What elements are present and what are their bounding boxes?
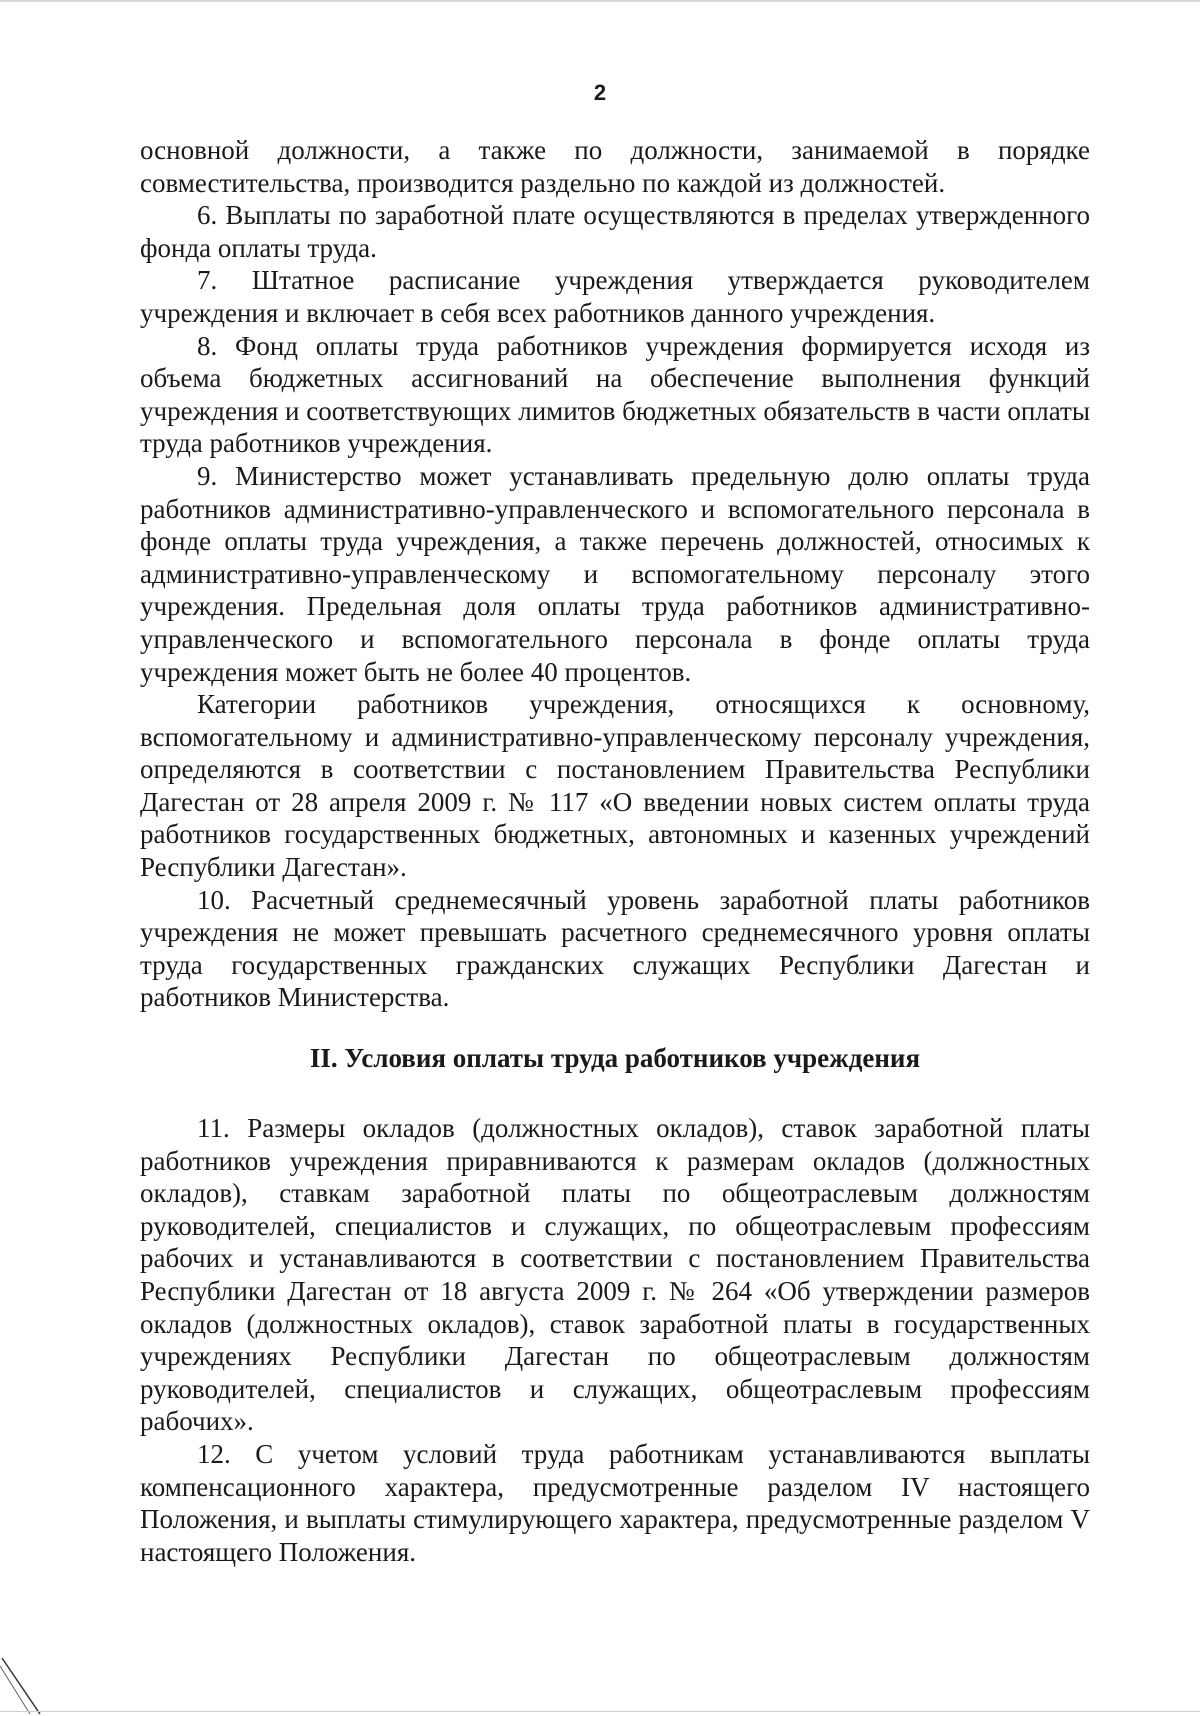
page-number: 2: [593, 80, 607, 105]
body-text-top: [140, 134, 1090, 1014]
paragraph: 12. С учетом условий труда работникам устанавливаются выплаты компенсационного характера, предусмотренные разделом IV настоящего Положения, и выплаты стимулирующего характера, предусмотренные разделом V настоящего Положения.: [140, 1438, 1090, 1567]
paragraph: 6. Выплаты по заработной плате осуществляются в пределах утвержденного фонда оплаты труда.: [140, 200, 1090, 263]
paragraph: основной должности, а также по должности, занимаемой в порядке совместительства, производится раздельно по каждой из должностей.: [140, 135, 1090, 198]
paragraph: 10. Расчетный среднемесячный уровень заработной платы работников учреждения не может превышать расчетного среднемесячного уровня оплаты труда государственных гражданских служащих Республики Дагестан и работников Министерства.: [140, 884, 1090, 1013]
paragraph: 11. Размеры окладов (должностных окладов), ставок заработной платы работников учреждения приравниваются к размерам окладов (должностных окладов), ставкам заработной платы по общеотраслевым должностям руководителей, специалистов и служащих, по общеотраслевым профессиям рабочих и устанавливаются в соответствии с постановлением Правительства Республики Дагестан от 18 августа 2009 г. № 264 «Об утверждении размеров окладов (должностных окладов), ставок заработной платы в государственных учреждениях Республики Дагестан по общеотраслевым должностям руководителей, специалистов и служащих, общеотраслевым профессиям рабочих».: [140, 1113, 1090, 1437]
scan-edge-bottom: [0, 1711, 1200, 1712]
paragraph: 9. Министерство может устанавливать предельную долю оплаты труда работников административно-управленческого и вспомогательного персонала в фонде оплаты труда учреждения, а также перечень должностей, относимых к административно-управленческому и вспомогательному персоналу этого учреждения. Предельная доля оплаты труда работников административно-управленческого и вспомогательного персонала в фонде оплаты труда учреждения может быть не более 40 процентов.: [140, 460, 1090, 687]
paragraph: Категории работников учреждения, относящихся к основному, вспомогательному и административно-управленческому персоналу учреждения, определяются в соответствии с постановлением Правительства Республики Дагестан от 28 апреля 2009 г. № 117 «О введении новых систем оплаты труда работников государственных бюджетных, автономных и казенных учреждений Республики Дагестан».: [140, 689, 1090, 883]
paragraph: 8. Фонд оплаты труда работников учреждения формируется исходя из объема бюджетных ассигнований на обеспечение выполнения функций учреждения и соответствующих лимитов бюджетных обязательств в части оплаты труда работников учреждения.: [140, 330, 1090, 459]
scan-corner-mark: [0, 1656, 60, 1716]
paragraph: 7. Штатное расписание учреждения утверждается руководителем учреждения и включает в себя всех работников данного учреждения.: [140, 265, 1090, 328]
section-heading: II. Условия оплаты труда работников учреждения: [309, 1043, 921, 1073]
body-text-bottom: [140, 1112, 1090, 1568]
scan-edge-top: [0, 0, 1200, 2]
